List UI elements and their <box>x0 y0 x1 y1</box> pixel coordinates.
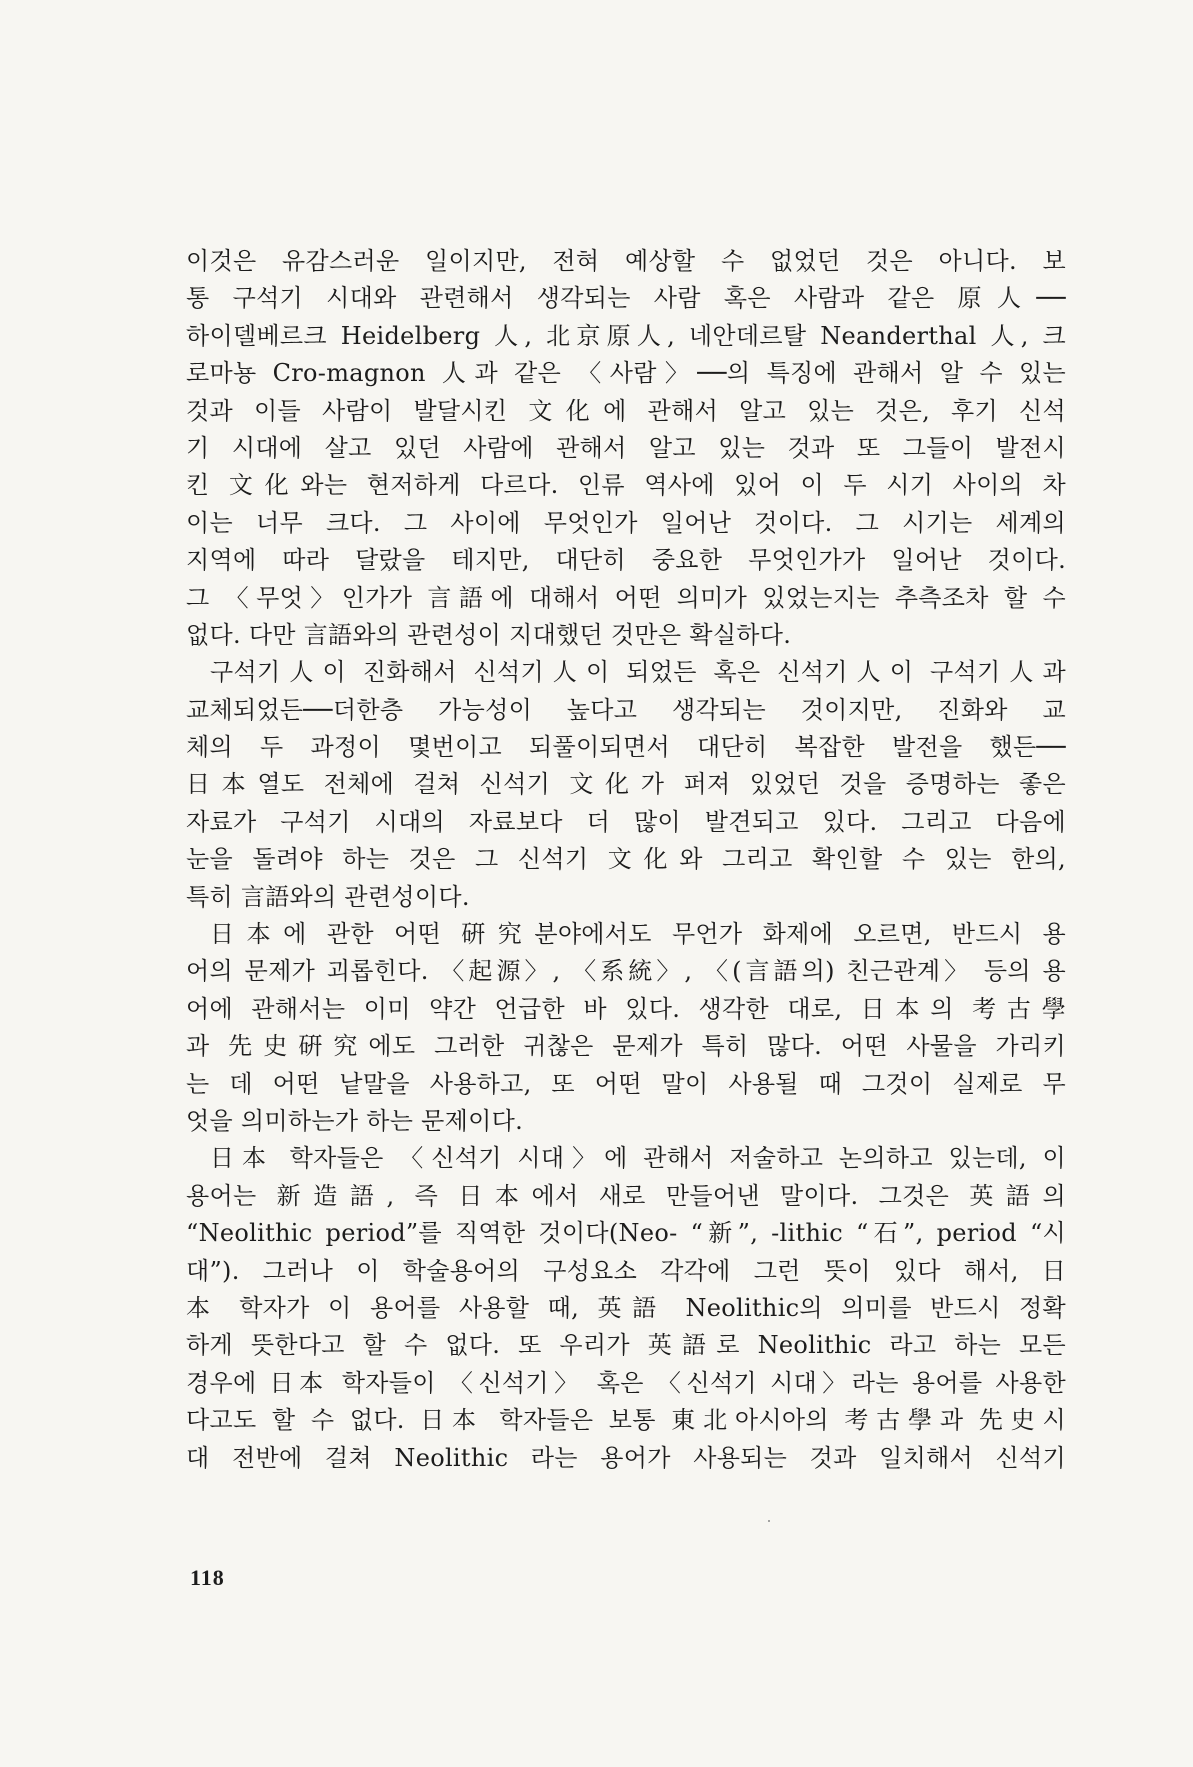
text-line: 하게 뜻한다고 할 수 없다. 또 우리가 英語로 Neolithic 라고 하는 모든 <box>186 1331 1066 1360</box>
body-text <box>186 243 1066 1477</box>
text-line: 어에 관해서는 이미 약간 언급한 바 있다. 생각한 대로, 日本의 考古學 <box>186 994 1066 1023</box>
text-line: 과 先史硏究에도 그러한 귀찮은 문제가 특히 많다. 어떤 사물을 가리키 <box>186 1032 1066 1061</box>
text-line: 日本에 관한 어떤 硏究분야에서도 무언가 화제에 오르면, 반드시 용 <box>210 920 1066 949</box>
text-line: 자료가 구석기 시대의 자료보다 더 많이 발견되고 있다. 그리고 다음에 <box>186 807 1066 836</box>
page-number: 118 <box>190 1565 225 1590</box>
text-line: 그 〈무엇〉인가가 言語에 대해서 어떤 의미가 있었는지는 추측조차 할 수 <box>186 583 1066 612</box>
text-line: 로마뇽 Cro-magnon 人과 같은 〈사람〉──의 특징에 관해서 알 수 있는 <box>186 359 1066 388</box>
text-line: “Neolithic period”를 직역한 것이다(Neo- “新”, -lithic “石”, period “시 <box>186 1219 1066 1248</box>
text-line: 눈을 돌려야 하는 것은 그 신석기 文化와 그리고 확인할 수 있는 한의, <box>186 845 1066 874</box>
text-line: 통 구석기 시대와 관련해서 생각되는 사람 혹은 사람과 같은 原人── <box>186 284 1066 313</box>
text-line: 경우에 日本 학자들이 〈신석기〉 혹은 〈신석기 시대〉라는 용어를 사용한 <box>186 1368 1066 1397</box>
text-line: 기 시대에 살고 있던 사람에 관해서 알고 있는 것과 또 그들이 발전시 <box>186 433 1066 462</box>
text-line: 本 학자가 이 용어를 사용할 때, 英語 Neolithic의 의미를 반드시 정확 <box>186 1293 1066 1322</box>
text-line: 日本열도 전체에 걸쳐 신석기 文化가 퍼져 있었던 것을 증명하는 좋은 <box>186 770 1066 799</box>
text-line: 이는 너무 크다. 그 사이에 무엇인가 일어난 것이다. 그 시기는 세계의 <box>186 508 1066 537</box>
text-line: 용어는 新造語, 즉 日本에서 새로 만들어낸 말이다. 그것은 英語의 <box>186 1181 1066 1210</box>
text-line: 킨 文化와는 현저하게 다르다. 인류 역사에 있어 이 두 시기 사이의 차 <box>186 471 1066 500</box>
text-line: 특히 言語와의 관련성이다. <box>186 882 470 911</box>
text-line: 이것은 유감스러운 일이지만, 전혀 예상할 수 없었던 것은 아니다. 보 <box>186 247 1066 275</box>
text-line: 는 데 어떤 낱말을 사용하고, 또 어떤 말이 사용될 때 그것이 실제로 무 <box>186 1069 1066 1098</box>
text-line: 하이델베르크 Heidelberg 人, 北京原人, 네안데르탈 Neanderthal 人, 크 <box>186 321 1066 350</box>
text-line: 교체되었든──더한층 가능성이 높다고 생각되는 것이지만, 진화와 교 <box>186 695 1066 724</box>
text-line: 체의 두 과정이 몇번이고 되풀이되면서 대단히 복잡한 발전을 했든── <box>186 733 1066 762</box>
text-line: 日本 학자들은 〈신석기 시대〉에 관해서 저술하고 논의하고 있는데, 이 <box>210 1144 1066 1173</box>
text-line: 대 전반에 걸쳐 Neolithic 라는 용어가 사용되는 것과 일치해서 신석기 <box>186 1443 1066 1472</box>
text-line: 지역에 따라 달랐을 테지만, 대단히 중요한 무엇인가가 일어난 것이다. <box>186 546 1066 575</box>
text-line: 없다. 다만 言語와의 관련성이 지대했던 것만은 확실하다. <box>186 620 792 649</box>
text-line: 구석기人이 진화해서 신석기人이 되었든 혹은 신석기人이 구석기人과 <box>210 658 1066 687</box>
paper-speck <box>768 1520 770 1522</box>
text-line: 대”). 그러나 이 학술용어의 구성요소 각각에 그런 뜻이 있다 해서, 日 <box>186 1256 1066 1285</box>
text-line: 엇을 의미하는가 하는 문제이다. <box>186 1106 524 1135</box>
text-line: 다고도 할 수 없다. 日本 학자들은 보통 東北아시아의 考古學과 先史시 <box>186 1406 1066 1435</box>
text-line: 것과 이들 사람이 발달시킨 文化에 관해서 알고 있는 것은, 후기 신석 <box>186 396 1066 425</box>
text-line: 어의 문제가 괴롭힌다. 〈起源〉, 〈系統〉, 〈(言語의) 친근관계〉 등의 용 <box>186 957 1066 986</box>
